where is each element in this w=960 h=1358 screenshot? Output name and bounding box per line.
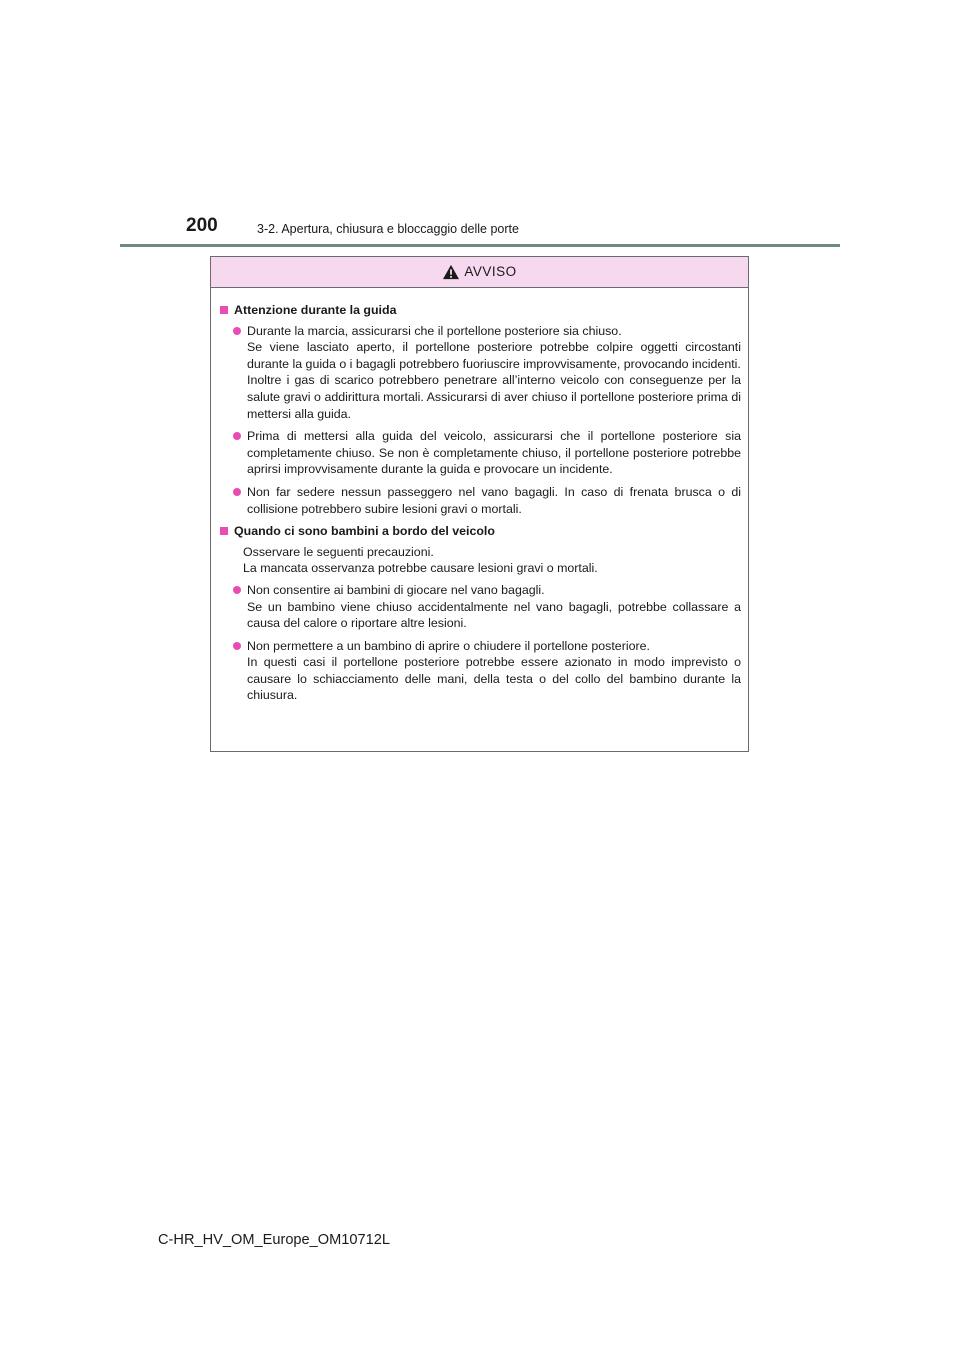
section-heading-text: Quando ci sono bambini a bordo del veicolo bbox=[234, 524, 495, 539]
page-number: 200 bbox=[186, 215, 218, 236]
section-heading-text: Attenzione durante la guida bbox=[234, 303, 397, 317]
item-paragraph: Se un bambino viene chiuso accidentalmente nel vano bagagli, potrebbe collassare a causa del calore o riportare altre lesioni. bbox=[247, 599, 741, 631]
item-paragraph: Prima di mettersi alla guida del veicolo, assicurarsi che il portellone posteriore sia completamente chiuso. Se non è completamente chiuso, il portellone posteriore potrebbe aprirsi improvvisamente durante la guida e provocare un incidente. bbox=[247, 429, 741, 477]
item-paragraph: Inoltre i gas di scarico potrebbero penetrare all’interno veicolo con conseguenze per la salute gravi o addirittura mortali. Assicurarsi di aver chiuso il portellone posteriore prima di mettersi alla guida. bbox=[247, 373, 741, 421]
intro-paragraph: Osservare le seguenti precauzioni. bbox=[243, 544, 434, 559]
section-heading bbox=[220, 302, 741, 319]
section-intro bbox=[243, 544, 741, 577]
warning-header bbox=[211, 257, 748, 288]
section-heading bbox=[220, 523, 741, 540]
header-rule bbox=[120, 244, 840, 247]
square-bullet-icon bbox=[220, 306, 228, 314]
list-item bbox=[233, 323, 741, 423]
dot-bullet-icon bbox=[233, 432, 241, 440]
warning-title: AVVISO bbox=[464, 264, 517, 279]
intro-paragraph: La mancata osservanza potrebbe causare lesioni gravi o mortali. bbox=[243, 561, 598, 576]
item-paragraph: Se viene lasciato aperto, il portellone posteriore potrebbe colpire oggetti circostanti durante la guida o i bagagli potrebbero fuoriuscire improvvisamente, provocando incidenti. bbox=[247, 340, 741, 371]
item-paragraph: In questi casi il portellone posteriore potrebbe essere azionato in modo imprevisto o causare lo schiacciamento delle mani, della testa o del collo del bambino durante la chiusura. bbox=[247, 655, 741, 703]
warning-body bbox=[211, 288, 748, 704]
warning-triangle-icon bbox=[442, 264, 460, 280]
dot-bullet-icon bbox=[233, 488, 241, 496]
warning-box bbox=[210, 256, 749, 752]
list-item bbox=[233, 428, 741, 478]
dot-bullet-icon bbox=[233, 586, 241, 594]
section-title: 3-2. Apertura, chiusura e bloccaggio delle porte bbox=[257, 222, 519, 236]
item-paragraph: Durante la marcia, assicurarsi che il portellone posteriore sia chiuso. bbox=[247, 323, 622, 338]
dot-bullet-icon bbox=[233, 642, 241, 650]
item-paragraph: Non permettere a un bambino di aprire o chiudere il portellone posteriore. bbox=[247, 638, 650, 653]
dot-bullet-icon bbox=[233, 327, 241, 335]
list-item bbox=[233, 638, 741, 704]
item-paragraph: Non far sedere nessun passeggero nel vano bagagli. In caso di frenata brusca o di collisione potrebbero subire lesioni gravi o mortali. bbox=[247, 484, 741, 516]
list-item bbox=[233, 484, 741, 517]
list-item bbox=[233, 582, 741, 632]
item-paragraph: Non consentire ai bambini di giocare nel vano bagagli. bbox=[247, 582, 545, 597]
square-bullet-icon bbox=[220, 527, 228, 535]
document-code: C-HR_HV_OM_Europe_OM10712L bbox=[158, 1232, 390, 1248]
